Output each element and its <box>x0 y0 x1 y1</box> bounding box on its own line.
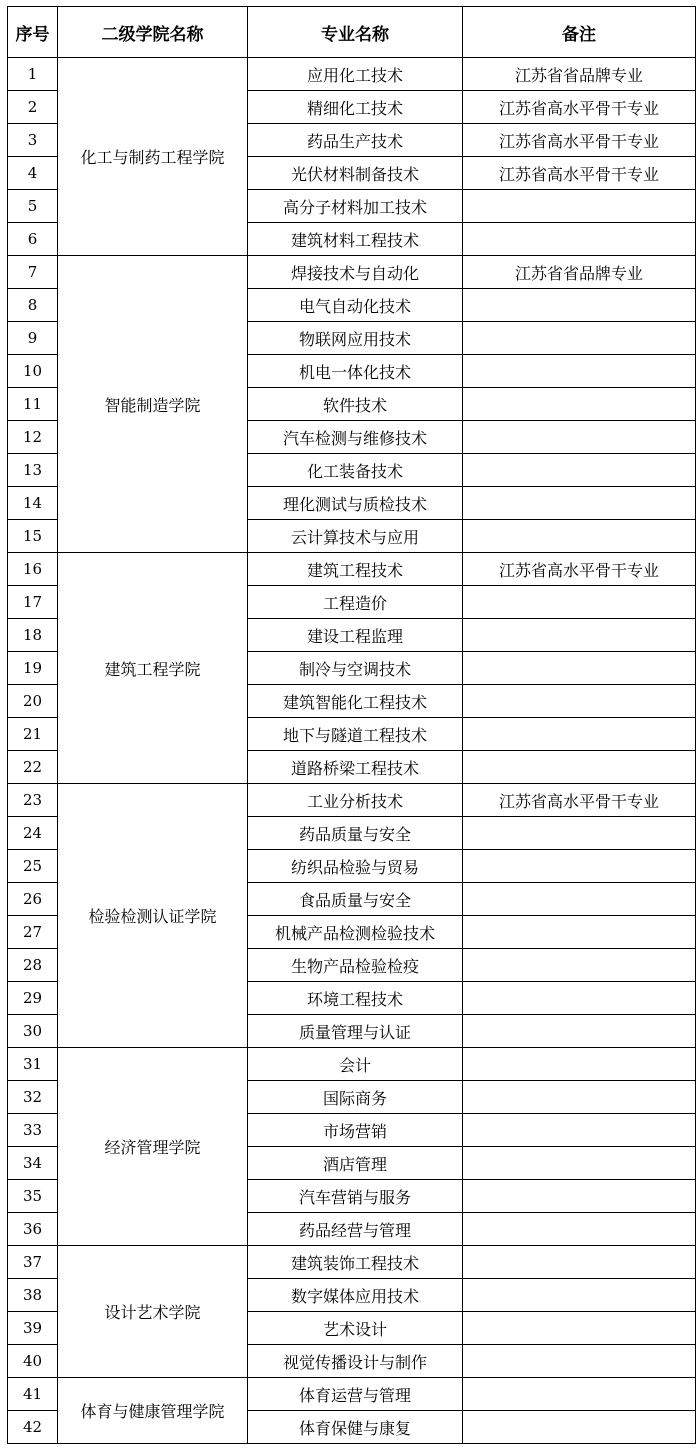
major-name: 电气自动化技术 <box>248 289 463 322</box>
note <box>463 289 696 322</box>
row-index: 23 <box>8 784 58 817</box>
major-name: 光伏材料制备技术 <box>248 157 463 190</box>
note <box>463 850 696 883</box>
major-name: 化工装备技术 <box>248 454 463 487</box>
table-row <box>8 256 696 289</box>
note <box>463 916 696 949</box>
major-name: 道路桥梁工程技术 <box>248 751 463 784</box>
row-index: 34 <box>8 1147 58 1180</box>
row-index: 3 <box>8 124 58 157</box>
note <box>463 718 696 751</box>
row-index: 16 <box>8 553 58 586</box>
row-index: 33 <box>8 1114 58 1147</box>
major-name: 机械产品检测检验技术 <box>248 916 463 949</box>
row-index: 35 <box>8 1180 58 1213</box>
major-name: 建筑智能化工程技术 <box>248 685 463 718</box>
major-name: 软件技术 <box>248 388 463 421</box>
header-row <box>8 7 696 58</box>
note: 江苏省高水平骨干专业 <box>463 553 696 586</box>
row-index: 18 <box>8 619 58 652</box>
row-index: 17 <box>8 586 58 619</box>
note <box>463 1114 696 1147</box>
row-index: 27 <box>8 916 58 949</box>
table-header <box>8 7 696 58</box>
note <box>463 223 696 256</box>
major-name: 精细化工技术 <box>248 91 463 124</box>
major-name: 制冷与空调技术 <box>248 652 463 685</box>
row-index: 26 <box>8 883 58 916</box>
note <box>463 1048 696 1081</box>
major-name: 焊接技术与自动化 <box>248 256 463 289</box>
row-index: 14 <box>8 487 58 520</box>
note <box>463 982 696 1015</box>
row-index: 5 <box>8 190 58 223</box>
row-index: 12 <box>8 421 58 454</box>
row-index: 7 <box>8 256 58 289</box>
note <box>463 322 696 355</box>
major-name: 工程造价 <box>248 586 463 619</box>
major-name: 工业分析技术 <box>248 784 463 817</box>
major-name: 应用化工技术 <box>248 58 463 91</box>
major-name: 数字媒体应用技术 <box>248 1279 463 1312</box>
note: 江苏省高水平骨干专业 <box>463 157 696 190</box>
row-index: 36 <box>8 1213 58 1246</box>
note <box>463 652 696 685</box>
note <box>463 1081 696 1114</box>
college-name: 设计艺术学院 <box>58 1246 248 1378</box>
row-index: 31 <box>8 1048 58 1081</box>
table-row <box>8 553 696 586</box>
major-name: 纺织品检验与贸易 <box>248 850 463 883</box>
note <box>463 190 696 223</box>
major-name: 地下与隧道工程技术 <box>248 718 463 751</box>
major-name: 机电一体化技术 <box>248 355 463 388</box>
row-index: 6 <box>8 223 58 256</box>
row-index: 25 <box>8 850 58 883</box>
header-note: 备注 <box>463 7 696 58</box>
note <box>463 883 696 916</box>
header-index: 序号 <box>8 7 58 58</box>
row-index: 24 <box>8 817 58 850</box>
row-index: 38 <box>8 1279 58 1312</box>
note: 江苏省高水平骨干专业 <box>463 784 696 817</box>
row-index: 39 <box>8 1312 58 1345</box>
row-index: 37 <box>8 1246 58 1279</box>
row-index: 30 <box>8 1015 58 1048</box>
major-name: 理化测试与质检技术 <box>248 487 463 520</box>
major-name: 建筑工程技术 <box>248 553 463 586</box>
note: 江苏省高水平骨干专业 <box>463 124 696 157</box>
table-row <box>8 1378 696 1411</box>
note <box>463 355 696 388</box>
note <box>463 949 696 982</box>
note <box>463 388 696 421</box>
college-name: 体育与健康管理学院 <box>58 1378 248 1444</box>
college-name: 检验检测认证学院 <box>58 784 248 1048</box>
major-name: 会计 <box>248 1048 463 1081</box>
major-name: 药品质量与安全 <box>248 817 463 850</box>
note: 江苏省高水平骨干专业 <box>463 91 696 124</box>
table-row <box>8 1048 696 1081</box>
row-index: 40 <box>8 1345 58 1378</box>
college-name: 化工与制药工程学院 <box>58 58 248 256</box>
row-index: 21 <box>8 718 58 751</box>
note: 江苏省省品牌专业 <box>463 256 696 289</box>
major-name: 建设工程监理 <box>248 619 463 652</box>
major-name: 建筑材料工程技术 <box>248 223 463 256</box>
row-index: 22 <box>8 751 58 784</box>
row-index: 29 <box>8 982 58 1015</box>
major-name: 环境工程技术 <box>248 982 463 1015</box>
row-index: 9 <box>8 322 58 355</box>
major-name: 云计算技术与应用 <box>248 520 463 553</box>
row-index: 10 <box>8 355 58 388</box>
row-index: 42 <box>8 1411 58 1444</box>
row-index: 32 <box>8 1081 58 1114</box>
major-name: 国际商务 <box>248 1081 463 1114</box>
major-name: 酒店管理 <box>248 1147 463 1180</box>
note <box>463 1279 696 1312</box>
note <box>463 619 696 652</box>
major-name: 生物产品检验检疫 <box>248 949 463 982</box>
note <box>463 421 696 454</box>
table-row <box>8 58 696 91</box>
note <box>463 454 696 487</box>
major-name: 食品质量与安全 <box>248 883 463 916</box>
major-name: 艺术设计 <box>248 1312 463 1345</box>
header-college: 二级学院名称 <box>58 7 248 58</box>
major-name: 质量管理与认证 <box>248 1015 463 1048</box>
major-name: 体育运营与管理 <box>248 1378 463 1411</box>
row-index: 4 <box>8 157 58 190</box>
college-name: 智能制造学院 <box>58 256 248 553</box>
row-index: 28 <box>8 949 58 982</box>
row-index: 20 <box>8 685 58 718</box>
table-row <box>8 1246 696 1279</box>
row-index: 8 <box>8 289 58 322</box>
note <box>463 1411 696 1444</box>
header-major: 专业名称 <box>248 7 463 58</box>
row-index: 2 <box>8 91 58 124</box>
major-name: 汽车检测与维修技术 <box>248 421 463 454</box>
major-name: 药品生产技术 <box>248 124 463 157</box>
college-name: 建筑工程学院 <box>58 553 248 784</box>
note <box>463 685 696 718</box>
row-index: 1 <box>8 58 58 91</box>
row-index: 15 <box>8 520 58 553</box>
note <box>463 1246 696 1279</box>
note <box>463 586 696 619</box>
note <box>463 1180 696 1213</box>
note <box>463 1312 696 1345</box>
note <box>463 1213 696 1246</box>
major-name: 体育保健与康复 <box>248 1411 463 1444</box>
table-row <box>8 784 696 817</box>
note <box>463 1378 696 1411</box>
major-name: 高分子材料加工技术 <box>248 190 463 223</box>
note <box>463 1345 696 1378</box>
row-index: 13 <box>8 454 58 487</box>
note <box>463 1015 696 1048</box>
major-name: 药品经营与管理 <box>248 1213 463 1246</box>
college-name: 经济管理学院 <box>58 1048 248 1246</box>
row-index: 11 <box>8 388 58 421</box>
note: 江苏省省品牌专业 <box>463 58 696 91</box>
major-name: 建筑装饰工程技术 <box>248 1246 463 1279</box>
table-body <box>8 58 696 1444</box>
major-name: 市场营销 <box>248 1114 463 1147</box>
major-name: 汽车营销与服务 <box>248 1180 463 1213</box>
majors-table <box>7 6 696 1444</box>
note <box>463 487 696 520</box>
note <box>463 817 696 850</box>
note <box>463 1147 696 1180</box>
major-name: 物联网应用技术 <box>248 322 463 355</box>
note <box>463 751 696 784</box>
note <box>463 520 696 553</box>
row-index: 19 <box>8 652 58 685</box>
row-index: 41 <box>8 1378 58 1411</box>
major-name: 视觉传播设计与制作 <box>248 1345 463 1378</box>
